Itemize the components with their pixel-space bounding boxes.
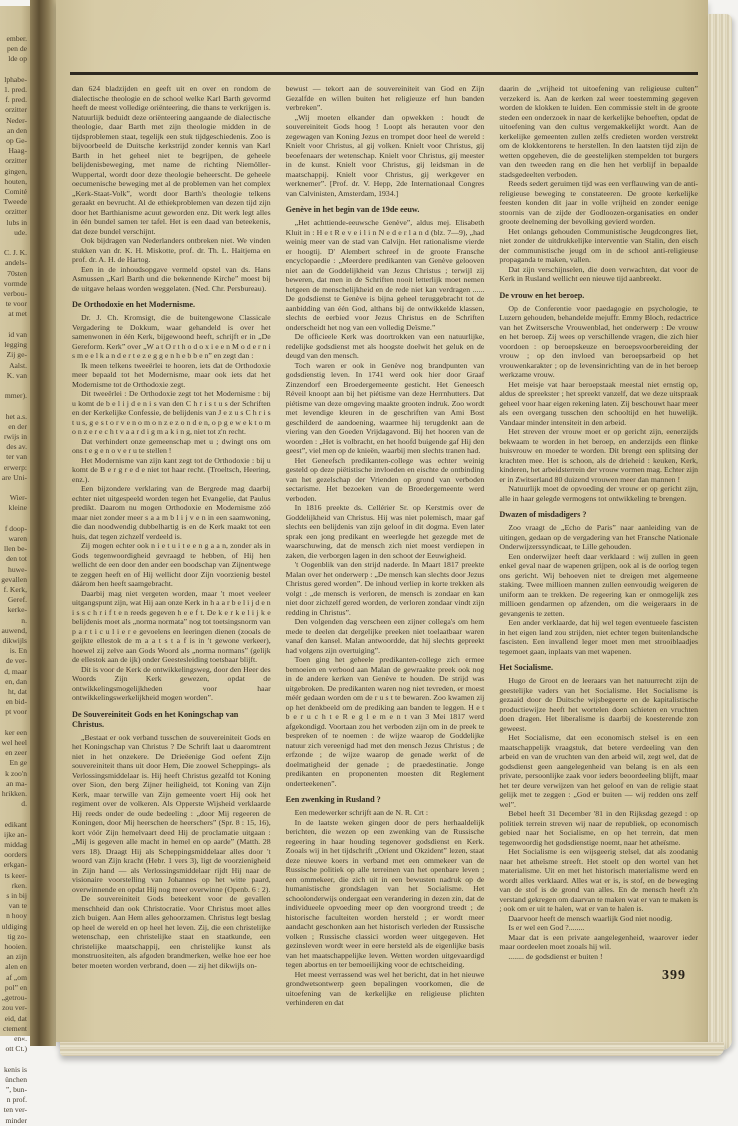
paragraph: Dr. J. Ch. Kromsigt, die de buitengewone Classicale Vergadering te Dokkum, waar gehandeld is over het samenwonen in één Kerk, bijgewoond heeft, schrijft er in „De Gereform. Kerk” over „W a t O r t h o d o x i e e n M o d e r n i s m e e l k a n d e r t e z e g g e n h e b b e n” en zegt dan :: [72, 313, 271, 360]
paragraph: Toen ging het geheele predikanten-college zich ermee bemoeien en verbood aan Malan de gewraakte preek ook nog in de andere kerken van Genève te houden. De strijd was uitgebroken. De predikanten waren nog niet tevreden, er moest méér gedaan worden om de r u s t te bewaren. Zoo kwamen zij op het denkbeeld om de prediking aan banden te leggen. H e t b e r u c h t e R e g l e m e n t van 3 Mei 1817 werd afgekondigd. Voortaan zou het verboden zijn om in de preek te bespreken of te noemen : de wijze waarop de Goddelijke natuur zich vereenigd had met den mensch Jezus Christus ; de erfzonde ; de wijze waarop de genade werkt of de doelmatigheid der genade ; de praedestinatie. Jonge predikanten en proponenten moesten dit Reglement onderteekenen”.: [285, 655, 485, 788]
cut-off-text-fragment: kenis is: [4, 1064, 27, 1074]
paragraph: „Wij moeten elkander dan opwekken : houdt de souvereiniteit Gods hoog ! Loopt als herauten voor den zegewagen van Koning Jezus en trompet door heel de wereld : Knielt voor Christus, al gij volken. Knielt voor Christus, gij beoefenaars der wetenschap. Knielt voor Christus, gij meester in de kunst. Knielt voor Christus, gij leidsman in de maatschappij. Knielt voor Christus, gij werkgever en werknemer”. [Prof. dr. V. Hepp, 2de Internationaal Congres van Calvinisten, Amsterdam, 1934.]: [285, 112, 485, 198]
paragraph: Het meisje vat haar beroepstaak meestal niet ernstig op, aldus de spreekster ; het spreekt vanzelf, dat we deze uitspraak geheel voor haar eigen rekening laten. Zij beschouwt haar meer als een overgang tusschen den schooltijd en het huwelijk. Vandaar minder intensiteit in den arbeid.: [499, 379, 699, 427]
cut-off-text-fragment: ünchen: [5, 1074, 27, 1084]
cut-off-text-fragment: [0, 809, 30, 819]
paragraph: Het Geneefsch predikanten-college was echter weinig gesteld op deze piëtistische invloeden en eischte de ontbinding van het gezelschap der Vrienden op grond van verboden sectarisme. Het bezoeken van de Broedergemeente werd verboden.: [285, 455, 485, 503]
cut-off-text-fragment: k zoo'n: [5, 768, 27, 778]
cut-off-text-fragment: de ver-: [5, 656, 27, 666]
page-number: 399: [662, 968, 686, 983]
cut-off-text-fragment: [0, 238, 30, 248]
facing-page-sliver: [0, 6, 30, 1125]
cut-off-text-fragment: en, dan: [5, 676, 27, 686]
paragraph: Toch waren er ook in Genève nog brandpunten van godsdienstig leven. In 1741 werd ook hier door Graaf Zinzendorf een Broedergemeente gesticht. Het Geneesch Réveil knoopt aan bij het piétisme van deze Herrnhutters. Dat piétisme van deze omgeving maakte grooten indruk. Zoo wordt met levendige kleuren in de geschriften van Ami Bost geschilderd de aandoening, waarmee hij terugdenkt aan de viering van den Goeden Vrijdagavond. Bij het hooren van de woorden : „Het is volbracht, en het hoofd buigende gaf Hij den geest”, viel men op de knieën, waarbij men slechts tranen had.: [285, 360, 485, 455]
text-column: [499, 84, 698, 1032]
cut-off-text-fragment: en bid-: [5, 697, 27, 707]
cut-off-text-fragment: Wier-: [9, 493, 27, 503]
cut-off-text-fragment: auwend,: [1, 625, 27, 635]
paragraph: Den volgenden dag verscheen een zijner collega's om hem mede te deelen dat dergelijke preeken niet toelaatbaar waren vanaf den kansel. Malan antwoordde, dat hij slechts gepreekt had volgens zijn overtuiging”.: [285, 617, 485, 655]
paragraph: „Het achttiende-eeuwsche Genève”, aldus mej. Elisabeth Kluit in : H e t R e v e i l i n N e d e r l a n d (blz. 7—9), „had weinig meer van de stad van Calvijn. Het rationalisme vierde er hoogtij. D' Alembert schreef in de groote Fransche encyclopaedie : „Meerdere predikanten van Genève gelooven niet aan de Goddelijkheid van Jezus Christus ; terwijl zij beweren, dat men in de Schriften nooit letterlijk moet nemen hetgeen de menschelijkheid en de rede niet kan verdragen ...... De godsdienst te Genève is bijna geheel teruggebracht tot de aanbidding van één God, althans bij de ontwikkelde klassen, slechts de eerbied voor Jezus Christus en de Schriften onderscheidt het nog van een volledig Deïsme.”: [285, 218, 485, 332]
paragraph: Een in de inhoudsopgave vermeld opstel van ds. Hans Asmussen „Karl Barth und die bekennende Kirche” moest bij de uitgave helaas worden weggelaten. (Ned. Chr. Persbureau).: [72, 264, 271, 293]
cut-off-text-fragment: 1. pred.: [4, 85, 27, 95]
cut-off-text-fragment: af „om: [6, 972, 27, 982]
section-heading: Het Socialisme.: [499, 663, 554, 672]
paragraph: Zij mogen echter ook n i e t u i t e e n g a a n, zonder als in Gods tegenwoordigheid gevraagd te hebben, of Hij hen wellicht de een door den ander een boodschap van Zijnentwege te zeggen heeft en of Hij wellicht door Zijn voorzienig bestel dáárom hen heeft saamgebracht.: [72, 541, 271, 588]
paragraph: Het Socialisme is een wijsgeerig stelsel, dat als zoodanig naar het atheïsme streeft. Het stoelt op den wortel van het materialisme. Uit en met het historisch materialisme werd en wordt alles verklaard. Alles wat er is, is stof, en de beweging van de stof is de grond van alles. En de mensch heeft z'n verstand gekregen om daarvan te maken wat er van te maken is ; ook om er uit te halen, wat er van te halen is.: [499, 847, 699, 913]
cut-off-text-fragment: ude.: [14, 227, 27, 237]
cut-off-text-fragment: ”, bun-: [5, 1084, 27, 1094]
cut-off-text-fragment: Zij ge-: [6, 350, 27, 360]
paragraph: Hugo de Groot en de leeraars van het natuurrecht zijn de geestelijke vaders van het Socialisme. Het Socialisme is gezaaid door de Duitsche wijsbegeerte en de kapitalistische productiewijze heeft het wortelen doen schieten en vruchten doen dragen. Het liberalisme is daarbij de koesterende zon geweest.: [499, 676, 699, 733]
cut-off-text-fragment: vormde: [3, 278, 27, 288]
cut-off-text-fragment: ijke an-: [4, 829, 27, 839]
cut-off-text-fragment: mmer).: [4, 391, 27, 401]
cut-off-text-fragment: hooien.: [4, 942, 27, 952]
paragraph: In 1816 preekte ds. Cellérier Sr. op Kerstmis over de Goddelijkheid van Christus. Hij was niet polemisch, maar gaf slechts een belijdenis van zijn geloof in dit dogma. Even later sprak een jong predikant en weerlegde het gezegde met de waarschuwing, dat de mensch zich niet moest verdiepen in zaken, die verborgen lagen in den schoot der Eeuwigheid.: [285, 503, 485, 560]
section-heading: De Orthodoxie en het Modernisme.: [72, 300, 196, 309]
paragraph: Op de Conferentie voor paedagogie en psychologie, te Luzern gehouden, behandelde mejuffr. Emmy Bloch, redactrice van het Zwitsersche Vrouwenblad, het onderwerp : De vrouw en het beroep. Zij wees op verschillende vragen, die zich hier voordoen : op beroepskeuze en beroepsvoorbereiding der vrouw ; op den invloed van beroepsarbeid op het vrouwenkarakter ; op de levensinrichting van de in het beroep werkzame vrouw.: [499, 303, 699, 379]
cut-off-text-fragment: den tot: [6, 554, 27, 564]
cut-off-text-fragment: [0, 718, 30, 728]
cut-off-text-fragment: en«.: [14, 1033, 27, 1043]
cut-off-text-fragment: n.: [21, 615, 27, 625]
cut-off-text-fragment: ts keer-: [4, 870, 27, 880]
cut-off-text-fragment: orzitter: [5, 207, 27, 217]
paragraph: „Bestaat er ook verband tusschen de souvereiniteit Gods en het Koningschap van Christus ? De Schrift laat u daaromtrent niet in het onzekere. De Drieëenige God oefent Zijn souvereiniteit thans uit door Hem, Die zoowel Scheppings- als Verlossingsmiddelaar is. Hij heeft Christus gezalfd tot Koning over Sion, den berg Zijner heiligheid, tot Koning van Zijn Kerk, maar terwille van Zijn gemeente voert Hij ook het regiment over de volkeren. Als Opperste Wijsheid verklaarde Hij reeds onder de oude bedeeling : „door Mij regeeren de Koningen, door Mij heerschen de heerschers” (Spr. 8 : 15, 16), kort vóór Zijn hemelvaart deed Hij de proclamatie uitgaan : „Mij is gegeven alle macht in hemel en op aarde” (Matth. 28 vers 18). Draagt Hij als Scheppingsmiddelaar alles door 't woord van Zijn kracht (Hebr. 1 vers 3), ligt de voorzienigheid in Zijn hand — als Verlossingsmiddelaar rijdt Hij naar de visionaire voorstelling van Johannes op het witte paard, overwinnende en opdat Hij nog meer overwinne (Openb. 6 : 2).: [72, 732, 271, 894]
paragraph: Zoo vraagt de „Echo de Paris” naar aanleiding van de uitingen, gedaan op de vergadering van het Fransche Nationale Onderwijzerssyndicaat, te Lille gehouden.: [499, 523, 699, 551]
cut-off-text-fragment: hrikken.: [1, 789, 27, 799]
facing-page-text-fragments: [0, 34, 30, 1126]
section-heading: Genève in het begin van de 19de eeuw.: [285, 205, 420, 214]
cut-off-text-fragment: lphabe-: [4, 74, 27, 84]
cut-off-text-fragment: gevallen: [1, 574, 27, 584]
cut-off-text-fragment: andels-: [5, 258, 27, 268]
cut-off-text-fragment: waren: [8, 533, 27, 543]
cut-off-text-fragment: op Ge-: [6, 136, 27, 146]
cut-off-text-fragment: Comité: [4, 187, 27, 197]
paragraph: Daarvoor heeft de mensch waarlijk God niet noodig.: [508, 913, 673, 923]
cut-off-text-fragment: [0, 65, 30, 75]
cut-off-text-fragment: pol” en: [4, 982, 27, 992]
cut-off-text-fragment: ter van: [6, 452, 27, 462]
paragraph: ........ de godsdienst er buiten !: [508, 951, 603, 961]
paragraph: Een bijzondere verklaring van de Bergrede mag daarbij echter niet uitgespeeld worden tegen het Evangelie, dat Paulus predikt. Daarom nu mogen Orthodoxie en Modernisme zóó maar niet zonder meer s a a m b l i j v e n in een saamwoning, die dan noodwendig dubbelhartig is en de Kerk maakt tot een huis, dat tegen zichzelf verdeeld is.: [72, 484, 271, 541]
cut-off-text-fragment: an zijn: [6, 952, 27, 962]
cut-off-text-fragment: [0, 401, 30, 411]
cut-off-text-fragment: at met: [8, 309, 27, 319]
cut-off-text-fragment: edikant: [4, 819, 27, 829]
section-heading: Dwazen of misdadigers ?: [499, 510, 587, 519]
paragraph: Het onlangs gehouden Communistische Jeugdcongres liet, niet zonder de uitdrukkelijke interventie van Stalin, den eisch der communistische jeugd om in de school anti-religieuse propaganda te maken, vallen.: [499, 226, 699, 264]
cut-off-text-fragment: En ge: [9, 758, 27, 768]
cut-off-text-fragment: verbou-: [3, 289, 27, 299]
cut-off-text-fragment: dikwijls: [2, 635, 27, 645]
section-heading: De vrouw en het beroep.: [499, 290, 585, 300]
cut-off-text-fragment: d.: [21, 799, 27, 809]
cut-off-text-fragment: uldiging: [1, 921, 27, 931]
cut-off-text-fragment: ker een: [4, 727, 27, 737]
cut-off-text-fragment: [0, 320, 30, 330]
cut-off-text-fragment: des av.: [6, 442, 27, 452]
paragraph: Een medewerker schrijft aan de N. R. Crt :: [294, 808, 429, 817]
cut-off-text-fragment: en der: [8, 421, 27, 431]
paragraph: Het streven der vrouw moet er op gericht zijn, eenerzijds bekwaam te worden in het beroep, en anderzijds een flinke huisvrouw en moeder te worden. Dit brengt een splitsing der krachten mee. Het is schoon, als de drieheid : keuken, Kerk, kinderen, het arbeidsterrein der vrouw vormen mag. Echter zijn er in Zwitserland 80 duizend vrouwen meer dan mannen !: [499, 427, 699, 484]
cut-off-text-fragment: llen be-: [4, 544, 27, 554]
paragraph: De souvereiniteit Gods beteekent voor de gevallen menschheid dan ook Christocratie. Voor Christus moet alles zich buigen. Aan Hem alles gehoorzamen. Christus legt beslag op heel de wereld en op heel het leven. Zij, die een christelijke wetenschap, een christelijke staat en staatkunde, een christelijke maatschappij, een christelijke kunst als monstruositeiten, als afgoden brandmerken, welke hoe eer hoe beter moeten worden verbrand, doen — zij het dikwijls on-: [72, 894, 271, 970]
cut-off-text-fragment: „getrou-: [1, 993, 27, 1003]
paragraph: Dat verhindert onze gemeenschap met u ; dwingt ons om ons t e g e n o v e r u te stellen !: [72, 436, 271, 455]
cut-off-text-fragment: erkgan-: [3, 860, 27, 870]
cut-off-text-fragment: eid, dat: [4, 1013, 27, 1023]
cut-off-text-fragment: 70sten: [7, 268, 27, 278]
paragraph: Reeds sedert geruimen tijd was een verflauwing van de anti-religieuse beweging te constateeren. De groote kerkelijke feesten konden dit jaar in volle vrijheid en zonder eenige stoornis van de zijde der Godloozen-organisaties en onder groote deelneming der bevolking gevierd worden.: [499, 179, 699, 226]
paragraph: Maar dat is een private aangelegenheid, waarover ieder maar oordeelen moet zooals hij wil.: [499, 932, 699, 951]
cut-off-text-fragment: Haag-: [8, 146, 27, 156]
cut-off-text-fragment: pt voor: [5, 707, 27, 717]
cut-off-text-fragment: kerke-: [7, 605, 27, 615]
paragraph: In de laatste weken gingen door de pers herhaaldelijk berichten, die wezen op een zwenking van de Russische regeering in haar houding tegenover godsdienst en Kerk. Zooals wij in het tijdschrift „Orient und Okzident” lezen, staat deze nieuwe koers in verband met een ommekeer van de Russische politiek op alle terreinen van het openbare leven ; een ommekeer, die zich uit in een bewusten nadruk op de humanistische grondslagen van het Socialisme. Het schoolonderwijs ondergaat een verandering in dezen zin, dat de individueele opvoeding meer op den voorgrond treedt ; de historische faculteiten worden hersteld ; er wordt meer aandacht geschonken aan het historisch verleden der Russische volken ; Russische classici worden weer uitgegeven. Het gezinsleven wordt weer in eere hersteld als de eigenlijke basis van het maatschappelijke leven. Wetten worden uitgevaardigd tegen abortus en ter bemoeilijking voor de echtscheiding.: [285, 817, 485, 969]
cut-off-text-fragment: kleine: [8, 503, 27, 513]
cut-off-text-fragment: [0, 514, 30, 524]
cut-off-text-fragment: pen de: [6, 44, 27, 54]
cut-off-text-fragment: [0, 1054, 30, 1064]
paragraph: Een ander verklaarde, dat hij wel tegen eventueele fascisten in het eigen land zou strijden, niet echter tegen buitenlandsche fascisten. Een invallend leger moet men met strooiblaadjes tegemoet gaan, inplaats van met wapenen.: [499, 618, 699, 656]
paragraph: Het Socialisme, dat een economisch stelsel is en een maatschappelijk vraagstuk, dat betere verdeeling van den arbeid en van de vruchten van den arbeid wil, zegt wel, dat de godsdienst geen aangelegenheid van belang is en als een private, persoonlijke zaak voor ieders beoordeeling blijft, maar het ter deure verwijzen van het geloof en van de religie staat gelijk met te zeggen : „God er buiten — wij redden ons zelf wel”.: [499, 733, 699, 809]
cut-off-text-fragment: f. pred.: [5, 95, 27, 105]
book-gutter-shadow: [30, 0, 56, 1046]
cut-off-text-fragment: lubs in: [6, 217, 27, 227]
paragraph: Dat zijn verschijnselen, die doen verwachten, dat voor de Kerk in Rusland wellicht een nieuwe tijd aanbreekt.: [499, 264, 699, 283]
cut-off-text-fragment: an ma-: [6, 778, 27, 788]
text-column: [72, 84, 271, 1032]
cut-off-text-fragment: orzitter: [5, 156, 27, 166]
cut-off-text-fragment: zou ver-: [2, 1003, 27, 1013]
cut-off-text-fragment: het a.s.: [5, 411, 27, 421]
cut-off-text-fragment: legging: [4, 340, 27, 350]
cut-off-text-fragment: te voor: [5, 299, 27, 309]
paragraph: 't Oogenblik van den strijd naderde. In Maart 1817 preekte Malan over het onderwerp : „De mensch kan slechts door Jezus Christus gered worden”. De inhoud verliep in korte trekken als volgt : „de mensch is verloren, de mensch is zondaar en kan niet door zichzelf gered worden, de verloren zondaar vindt zijn redding in Christus”.: [285, 560, 485, 617]
cut-off-text-fragment: ctement: [2, 1023, 27, 1033]
cut-off-text-fragment: rken.: [11, 880, 27, 890]
paragraph: Het meest verrassend was wel het bericht, dat in het nieuwe grondwetsontwerp geen bepalingen voorkomen, die de uitoefening van de kerkelijke en religieuse plichten verhinderen en dat: [285, 969, 485, 1007]
paragraph: daarin de „vrijheid tot uitoefening van religieuse culten” verzekerd is. Aan de kerken zal weer toestemming gegeven worden de klokken te luiden. Een commissie stelt in de groote steden een onderzoek in naar de kerkelijke behoeften, opdat de uitoefening van den cultus vergemakkelijkt wordt. Aan de kerkelijke gemeenten zullen zelfs credieten worden verstrekt om de klokkentorens te herstellen. In den laatsten tijd zijn de wetten opgeheven, die de geestelijken stempelden tot burgers van den tweeden rang en die hen het verblijf in bepaalde stadsgedeelten verboden.: [499, 84, 699, 179]
paragraph: Dit tweeërlei : De Orthodoxie zegt tot het Modernisme : bij u komt de b e l i j d e n i s van den C h r i s t u s der Schriften en der Kerkelijke Confessie, de belijdenis van J e z u s C h r i s t u s, g e s t o r v e n o m o n z e z o n d e n, o p g e w e k t o m o n z e r e c h t v a a r d i g m a k i n g, niet tot z'n recht.: [72, 389, 271, 436]
cut-off-text-fragment: alen en: [5, 962, 27, 972]
cut-off-text-fragment: van te: [8, 901, 27, 911]
cut-off-text-fragment: minder: [5, 1115, 27, 1125]
text-column: [286, 84, 485, 1032]
cut-off-text-fragment: houten,: [4, 176, 27, 186]
paragraph: Is er wel een God ?........: [508, 923, 585, 932]
cut-off-text-fragment: K. van: [6, 370, 27, 380]
paragraph: dan 624 bladzijden en geeft uit en over en rondom de dialectische theologie en de school welke Karl Barth gevormd heeft de meest volledige oriënteering, die thans te verkrijgen is. Natuurlijk beduidt deze oriënteering aangaande de dialectische theologie, daar Barth met zijn theologie midden in de tijdsproblemen staat, tegelijk een stuk tijdgeschiedenis. Zoo is bijvoorbeeld de Duitsche kerkstrijd zonder kennis van Karl Barth in het geheel niet te begrijpen, de geheele belijdenisbeweging, met name de richting Niemöller-Wuppertal, wordt door deze theologie beheerscht. De geheele oecumenische beweging met al de problemen van het complex „Kerk-Staat-Volk”, wordt door Barth's theologie telkens geraakt en bevrucht. Al de ethiekproblemen van dezen tijd zijn door het Barthianisme acuut geworden enz. Dit werk legt alles in één bundel samen ter tafel. Het is een daad van beteekenis, dat deze bundel verschijnt.: [72, 84, 271, 236]
cut-off-text-fragment: ott Ct.): [5, 1044, 27, 1054]
cut-off-text-fragment: Tweede: [3, 197, 27, 207]
cut-off-text-fragment: is. En: [9, 646, 27, 656]
text-columns: [72, 84, 698, 1032]
paragraph: Ik meen telkens tweeërlei te hooren, iets dat de Orthodoxie meer bepaald tot het Modernisme, maar ook iets dat het Modernisme tot de Orthodoxie zegt.: [72, 360, 271, 389]
paragraph: bewust — tekort aan de souvereiniteit van God en Zijn Gezalfde en willen buiten het religieuze erf hun banden verbreken”.: [285, 84, 485, 112]
cut-off-text-fragment: id van: [8, 329, 27, 339]
cut-off-text-fragment: [0, 483, 30, 493]
header-rule: [70, 72, 698, 75]
paragraph: Dit is voor de Kerk de ontwikkelingsweg, door den Heer des Woords Zijn Kerk gewezen, opdat de ontwikkelingsmogelijkheden voor haar ontwikkelingswerkelijkheid mogen worden”.: [72, 664, 271, 702]
cut-off-text-fragment: ht, dat: [8, 687, 27, 696]
cut-off-text-fragment: orzitter: [5, 105, 27, 115]
cut-off-text-fragment: lde op: [8, 54, 27, 64]
cut-off-text-fragment: f. Kerk,: [3, 584, 27, 594]
book-fore-edge: [708, 14, 732, 1050]
cut-off-text-fragment: n hooy: [6, 911, 27, 921]
cut-off-text-fragment: Aalst.: [9, 360, 27, 370]
paragraph: Daarbij mag niet vergeten worden, maar 't moet veeleer uitgangspunt zijn, wat Hij aan onze Kerk in h a a r b e l i j d e n i s s c h r i f t e n reeds gegeven h e e f t. De k e r k e l i j k e belijdenis moet als „norma normata” nog tot toetsingsnorm van p a r t i c u l i e r e gevoelens en leeringen dienen (zooals de geijkte ellestok de m a a t s t a f is in 't gewone verkeer), hoewel zij zelve aan Gods Woord als „norma normans” (gelijk de ellestok aan de ijk) onder Geestesleiding toetsbaar blijft.: [72, 588, 271, 664]
cut-off-text-fragment: wel heel: [1, 738, 27, 748]
cut-off-text-fragment: are Uni-: [1, 472, 27, 482]
magazine-page: [56, 0, 708, 1042]
paragraph: Het Modernisme van zijn kant zegt tot de Orthodoxie : bij u komt de B e r g r e d e niet tot haar recht. (Troeltsch, Heering, enz.).: [72, 455, 271, 484]
cut-off-text-fragment: erwerp:: [3, 462, 27, 472]
cut-off-text-fragment: oorders: [4, 850, 27, 860]
paragraph: Bebel heeft 31 December '81 in den Rijksdag gezegd : op politiek terrein streven wij naar de republiek, op economisch gebied naar het Socialisme, en op het terrein, dat men tegenwoordig het godsdienstige noemt, naar het atheïsme.: [499, 809, 699, 847]
cut-off-text-fragment: tig zo-: [7, 931, 27, 941]
cut-off-text-fragment: middag: [4, 840, 27, 850]
cut-off-text-fragment: d, maar: [4, 666, 27, 676]
cut-off-text-fragment: an den: [6, 125, 27, 135]
cut-off-text-fragment: C. J. K.: [4, 248, 27, 258]
cut-off-text-fragment: s in bij: [6, 891, 27, 901]
cut-off-text-fragment: Neder-: [6, 115, 27, 125]
cut-off-text-fragment: ember.: [6, 34, 27, 43]
cut-off-text-fragment: n prof.: [6, 1095, 27, 1105]
cut-off-text-fragment: huwe-: [8, 564, 27, 574]
paragraph: Een onderwijzer heeft daar verklaard : wij zullen in geen enkel geval naar de wapenen grijpen, ook al is de oorlog tegen ons gericht. Wij behoeven niet te dreigen met algemeene staking. Twee millioen mannen zullen eenvoudig weigeren de uniform aan te trekken. De regeering kan er onmogelijk zes millioen gendarmen op afzenden, om die weigeraars in de gevangenis te zetten.: [499, 551, 699, 618]
cut-off-text-fragment: rwijs in: [4, 431, 27, 441]
cut-off-text-fragment: en zeer: [5, 748, 27, 758]
cut-off-text-fragment: [0, 381, 30, 391]
cut-off-text-fragment: gingen,: [4, 166, 27, 176]
paragraph: Ook bijdragen van Nederlanders ontbreken niet. We vinden stukken van dr. K. H. Miskotte, prof. dr. Th. L. Haitjema en prof. dr. A. H. de Hartog.: [72, 236, 271, 264]
cut-off-text-fragment: ten ver-: [3, 1105, 27, 1115]
section-heading: Een zwenking in Rusland ?: [285, 795, 381, 804]
cut-off-text-fragment: f doop-: [4, 523, 27, 533]
paragraph: De officieele Kerk was doortrokken van een natuurlijke, redelijke godsdienst met als hoogste doelwit het geluk en de deugd van den mensch.: [285, 332, 485, 360]
paragraph: Natuurlijk moet de opvoeding der vrouw er op gericht zijn, alle in haar gelegde vermogens tot ontwikkeling te brengen.: [499, 484, 699, 503]
section-heading: De Souvereiniteit Gods en het Koningschap van Christus.: [72, 709, 239, 729]
cut-off-text-fragment: Geref.: [7, 595, 27, 605]
book-bottom-page-edges: [60, 1042, 724, 1056]
